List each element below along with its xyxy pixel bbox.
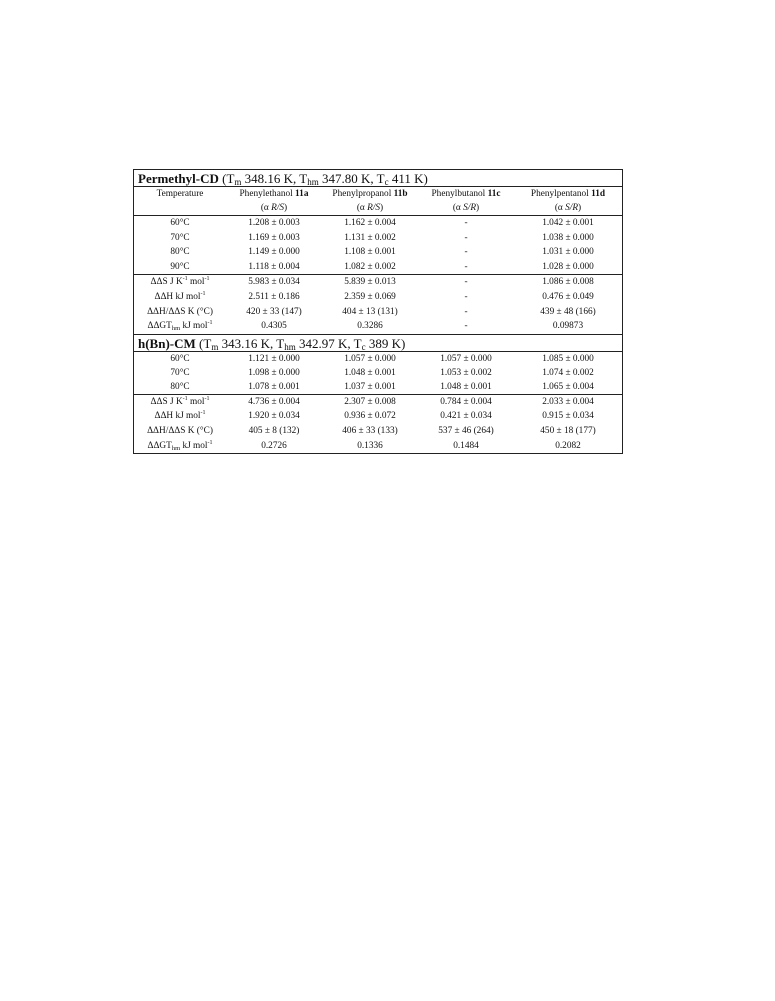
table-cell: 60°C [170,218,190,228]
cell-text: -1 [207,439,213,446]
table-cell: 1.162 ± 0.004 [344,218,396,228]
header-col-11b [322,187,418,202]
table-cell: 2.359 ± 0.069 [344,291,396,302]
table-cell: - [464,291,468,302]
cell-text: (α [356,203,368,213]
cell-text: hm [171,325,181,333]
table-cell: 5.839 ± 0.013 [322,275,418,290]
section2-thermo [134,395,622,453]
table-cell: 0.421 ± 0.034 [440,411,492,422]
cell-text: -1 [200,410,206,417]
table-cell [134,395,226,410]
table-row-dS [134,275,622,290]
cell-text: -1 [207,320,213,327]
table-cell: 537 ± 46 (264) [438,425,494,436]
section-name: h(Bn)-CM [138,335,196,351]
table-cell: 1.042 ± 0.001 [542,218,594,228]
table-cell: 1.065 ± 0.004 [514,380,622,395]
header-col-11d [514,187,622,202]
cell-text: ) [380,203,384,213]
cell-text: mol [187,396,205,407]
table-cell: 1.086 ± 0.008 [514,275,622,290]
header-config-11c [418,201,514,216]
table-cell: 0.784 ± 0.004 [440,396,492,407]
cell-text: ) [284,203,288,213]
table-row-dH [134,290,622,305]
table-cell: 404 ± 13 (131) [342,306,398,317]
table-row [134,245,622,260]
header-col-11c [418,187,514,202]
table-cell: - [464,306,468,317]
table-cell: 1.169 ± 0.003 [248,232,300,243]
header-temperature: Temperature [156,189,204,199]
cell-text: 11a [295,189,309,199]
table-row-dG [134,319,622,334]
cell-text: Phenylethanol [239,189,296,199]
table-cell: - [464,247,468,258]
table-cell: - [464,218,468,228]
table-cell: 1.057 ± 0.000 [440,353,492,364]
table-cell: 80°C [170,247,190,258]
cell-text: Phenylbutanol [431,189,488,199]
table-cell: 2.033 ± 0.004 [542,396,594,407]
table-row-ratio [134,305,622,320]
table-cell: 1.037 ± 0.001 [322,380,418,395]
table-cell: 1.208 ± 0.003 [248,218,300,228]
cell-text: 11d [591,189,606,199]
table-cell: 439 ± 48 (166) [540,306,596,317]
cell-text: ) [578,203,582,213]
cell-text: (α [452,203,464,213]
table-cell: 0.476 ± 0.049 [542,291,594,302]
table-cell: 0.2726 [261,440,287,451]
cell-text: mol [187,277,205,288]
table-cell: ΔΔH/ΔΔS K (°C) [147,306,213,317]
table-row [134,366,622,380]
cell-text: kJ mol [180,321,208,332]
table-row-ratio [134,424,622,439]
table-cell: 70°C [170,232,190,243]
table-cell: 1.082 ± 0.002 [344,261,396,272]
table-cell: 1.121 ± 0.000 [248,353,300,364]
table-cell: 1.149 ± 0.000 [248,247,300,258]
table-row [134,231,622,246]
cell-text: 11c [487,189,501,199]
section-title-permethyl-cd: Permethyl-CD ($T_m$ 348.16 K, $T_{hm}$ 347.80 K, $T_c$ 411 K) [138,171,428,187]
table-cell [134,290,226,305]
cell-text: Phenylpentanol [530,189,592,199]
table-cell: 1.078 ± 0.001 [226,380,322,395]
table-cell: - [464,232,468,243]
section1-body [134,216,622,334]
table-row-dS [134,395,622,410]
table-cell: - [464,261,468,272]
table-cell: - [418,275,514,290]
table-cell: 0.2082 [555,440,581,451]
cell-text: -1 [182,276,188,283]
cell-text: kJ mol [180,440,208,451]
cell-text: ΔΔS J K [150,396,183,407]
table-cell: 0.1336 [357,440,383,451]
table-cell: 0.915 ± 0.034 [542,411,594,422]
table-row-dG [134,439,622,454]
header-config-11a [226,201,322,216]
header-config-11b [322,201,418,216]
table-cell: 0.936 ± 0.072 [344,411,396,422]
table-cell [134,275,226,290]
cell-text: hm [171,444,181,452]
table-cell: 1.038 ± 0.000 [542,232,594,243]
table-cell: 1.074 ± 0.002 [542,367,594,378]
table-cell: 4.736 ± 0.004 [248,396,300,407]
table-cell: 1.920 ± 0.034 [248,411,300,422]
table-row-dH [134,409,622,424]
table-cell: - [464,321,468,332]
table-row [134,216,622,231]
table-cell: 0.1484 [453,440,479,451]
data-table [133,169,623,454]
cell-text: S/R [565,203,579,213]
table-cell: 1.048 ± 0.001 [344,367,396,378]
table-row [134,260,622,275]
table-cell: 0.4305 [261,321,287,332]
cell-text: (α [554,203,566,213]
cell-text: ΔΔGT [147,440,172,451]
cell-text: ) [476,203,480,213]
table-cell: 1.031 ± 0.000 [542,247,594,258]
column-header [134,186,622,216]
cell-text: -1 [182,395,188,402]
table-row [134,351,622,366]
table-cell: 2.511 ± 0.186 [248,291,300,302]
cell-text: Phenylpropanol [332,189,394,199]
cell-text: ΔΔH kJ mol [154,411,201,422]
table-cell: 0.09873 [552,321,584,332]
table-cell: 1.053 ± 0.002 [440,367,492,378]
table-cell: 2.307 ± 0.008 [344,396,396,407]
table-cell: 0.3286 [357,321,383,332]
section-title-hbn-cm: h(Bn)-CM ($T_m$ 343.16 K, $T_{hm}$ 342.97 K, $T_c$ 389 K) [134,334,622,351]
table-cell: ΔΔH/ΔΔS K (°C) [147,425,213,436]
table-cell: 406 ± 33 (133) [342,425,398,436]
table-cell: 1.131 ± 0.002 [344,232,396,243]
header-col-11a [226,187,322,202]
section-name: Permethyl-CD [138,171,219,186]
cell-text: -1 [204,276,210,283]
table-cell [134,409,226,424]
table-row [134,380,622,395]
table-cell [134,319,226,334]
cell-text: R/S [367,203,381,213]
cell-text: ΔΔH kJ mol [154,291,201,302]
table-cell: 5.983 ± 0.034 [226,275,322,290]
table-cell: 1.048 ± 0.001 [418,380,514,395]
table-cell: 70°C [170,367,190,378]
table-cell: 405 ± 8 (132) [248,425,300,436]
table-cell: 1.057 ± 0.000 [344,353,396,364]
table-cell [134,439,226,454]
header-config-11d [514,201,622,216]
cell-text: -1 [200,290,206,297]
table-cell: 1.118 ± 0.004 [248,261,300,272]
section2-body [134,351,622,395]
table-cell: 80°C [134,380,226,395]
cell-text: -1 [204,395,210,402]
cell-text: ΔΔGT [147,321,172,332]
table-cell: 420 ± 33 (147) [246,306,302,317]
table-cell: 1.028 ± 0.000 [542,261,594,272]
table-cell: 60°C [170,353,190,364]
table-cell: 90°C [170,261,190,272]
table-cell: 1.108 ± 0.001 [344,247,396,258]
cell-text: 11b [393,189,408,199]
table-cell: 450 ± 18 (177) [540,425,596,436]
table-cell: 1.085 ± 0.000 [542,353,594,364]
cell-text: ΔΔS J K [150,277,183,288]
cell-text: R/S [271,203,285,213]
cell-text: (α [260,203,272,213]
cell-text: S/R [463,203,477,213]
table-cell: 1.098 ± 0.000 [248,367,300,378]
